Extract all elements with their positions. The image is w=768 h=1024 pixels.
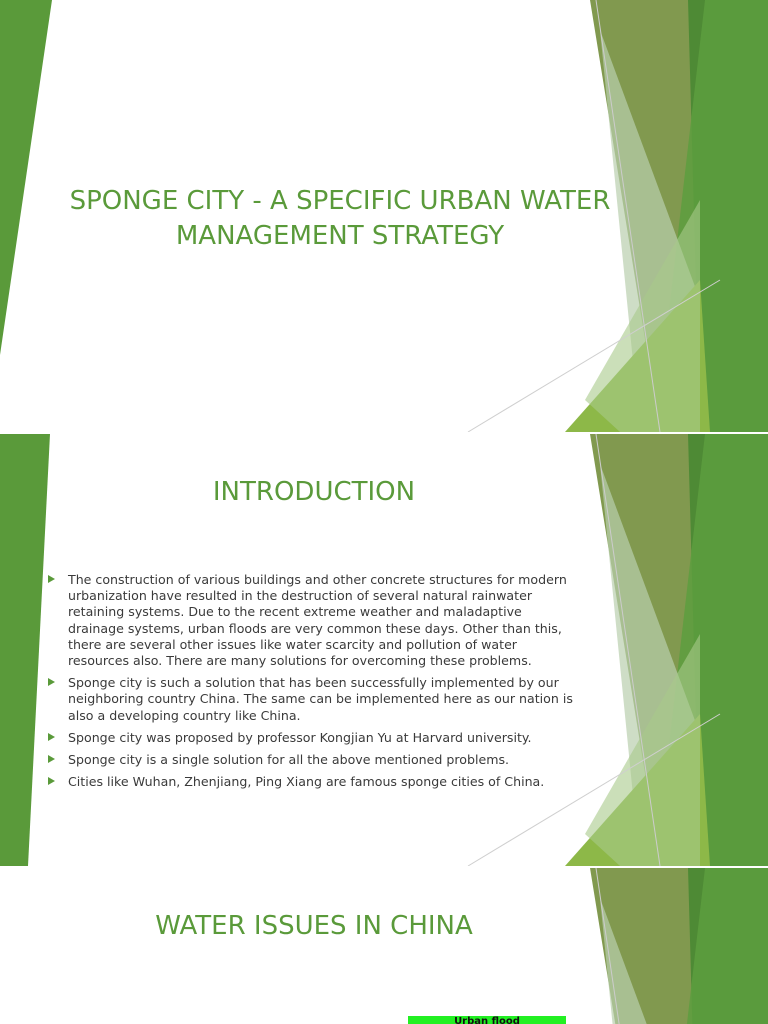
bullet-arrow-icon	[48, 777, 55, 785]
slide-water-issues	[0, 868, 768, 1024]
urban-flood-label: Urban flood	[408, 1016, 566, 1024]
slide-introduction	[0, 434, 768, 866]
bullet-arrow-icon	[48, 733, 55, 741]
bullet-list	[46, 572, 576, 796]
slide-title	[0, 0, 768, 432]
list-item: Sponge city is such a solution that has been successfully implemented by our neighboring country China. The same can be implemented here as our nation is also a developing country like China.	[46, 675, 576, 724]
bullet-arrow-icon	[48, 755, 55, 763]
bullet-arrow-icon	[48, 678, 55, 686]
list-item: Sponge city is a single solution for all the above mentioned problems.	[46, 752, 576, 768]
slide-decoration	[0, 868, 768, 1024]
bullet-arrow-icon	[48, 575, 55, 583]
list-item: Sponge city was proposed by professor Kongjian Yu at Harvard university.	[46, 730, 576, 746]
slide-title-text: SPONGE CITY - A SPECIFIC URBAN WATER MANAGEMENT STRATEGY	[69, 186, 611, 251]
list-item: The construction of various buildings and other concrete structures for modern urbanization have resulted in the destruction of several natural rainwater retaining systems. Due to the recent extreme weather and maladaptive drainage systems, urban floods are very common these days. Other than this, there are several other issues like water scarcity and pollution of water resources also. There are many solutions for overcoming these problems.	[46, 572, 576, 669]
list-item: Cities like Wuhan, Zhenjiang, Ping Xiang are famous sponge cities of China.	[46, 774, 576, 790]
slide-heading: INTRODUCTION	[212, 477, 416, 507]
slide-heading: WATER ISSUES IN CHINA	[155, 911, 473, 941]
